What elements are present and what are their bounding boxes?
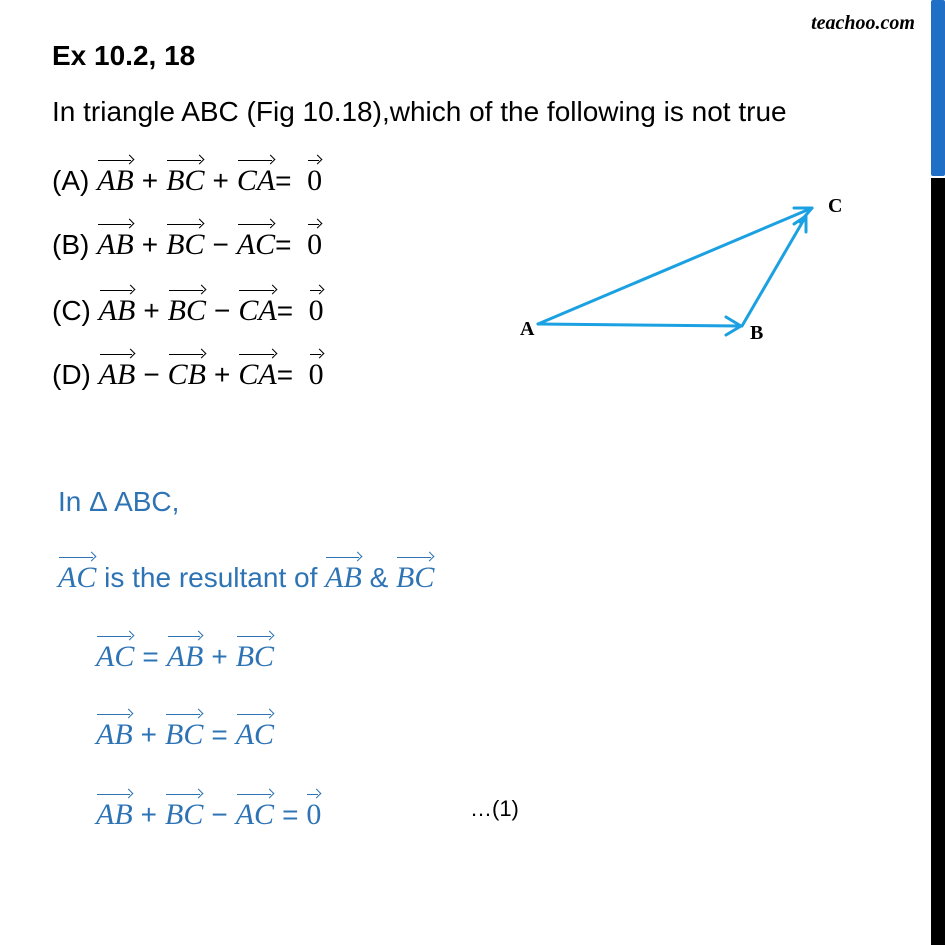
operator: − [211,799,228,830]
vector-ab-arrow [538,324,740,326]
operator: + [212,165,229,196]
vector-term: AC [236,712,274,752]
option-label: (B) [52,229,90,260]
solution-intro: In Δ ABC, [58,486,180,517]
equals-sign: = [276,295,294,326]
vertex-label-b: B [750,322,764,344]
zero-vector: 0 [306,792,321,832]
vector-ac-arrow [538,208,812,324]
vertex-label-a: A [520,318,535,340]
vector-term: BC [166,158,204,198]
exercise-title: Ex 10.2, 18 [52,40,196,71]
vertex-label-c: C [828,195,843,217]
vector-term: AC [96,634,134,674]
operator: − [212,229,229,260]
question-text: In triangle ABC (Fig 10.18),which of the following is not true [52,96,787,127]
vector-term: BC [236,634,274,674]
vector-term: BC [166,222,204,262]
operator: + [141,165,159,196]
solution-step-3 [96,792,321,832]
equals-sign: = [142,641,159,672]
equals-sign: = [211,719,228,750]
triangle-figure [500,180,860,350]
vector-term: AC [58,555,96,595]
operator: + [143,295,160,326]
operator: + [140,719,158,750]
equals-sign: = [282,799,299,830]
operator: − [143,359,160,390]
operator: + [141,229,159,260]
operator: + [214,359,231,390]
scrollbar-track [931,178,945,945]
vector-term: AB [99,288,136,328]
option-b [52,222,322,262]
scrollbar[interactable] [929,0,945,945]
zero-vector: 0 [307,222,322,262]
vector-term: BC [165,792,203,832]
vector-term: CB [168,352,206,392]
option-label: (D) [52,359,91,390]
operator: + [211,641,228,672]
vector-term: BC [165,712,203,752]
zero-vector: 0 [309,288,324,328]
vector-term: CA [238,352,276,392]
ampersand: & [369,562,389,593]
vector-term: AB [97,158,134,198]
equals-sign: = [276,359,294,390]
equation-reference: …(1) [470,796,519,821]
solution-text: is the resultant of [104,562,318,593]
equals-sign: = [275,165,292,196]
vector-term: AB [325,555,362,595]
vector-term: CA [238,288,276,328]
operator: − [214,295,231,326]
solution-step-1 [96,634,274,674]
solution-resultant [58,555,434,595]
option-a [52,158,322,198]
vector-term: AC [237,222,275,262]
option-label: (A) [52,165,90,196]
option-c [52,288,324,328]
option-d [52,352,324,392]
brand-logo: teachoo.com [811,12,915,34]
zero-vector: 0 [307,158,322,198]
vector-term: AB [97,222,134,262]
equals-sign: = [275,229,292,260]
scrollbar-thumb[interactable] [931,0,945,176]
vector-term: AC [236,792,274,832]
option-label: (C) [52,295,91,326]
vector-term: AB [96,712,133,752]
zero-vector: 0 [309,352,324,392]
vector-term: BC [168,288,206,328]
operator: + [140,799,158,830]
vector-term: AB [99,352,136,392]
vector-term: AB [167,634,204,674]
vector-term: AB [96,792,133,832]
vector-term: BC [396,555,434,595]
solution-step-2 [96,712,274,752]
vector-term: CA [237,158,275,198]
